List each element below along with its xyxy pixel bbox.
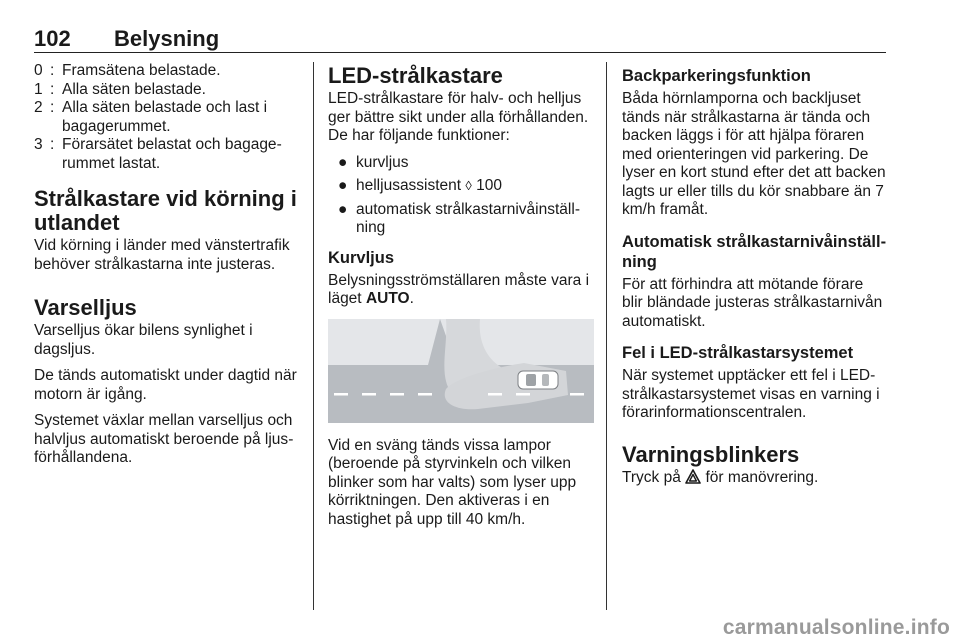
hazard-text: Tryck på för manövrering. [622,468,819,486]
feature-list [328,154,594,238]
heading-abroad: Strålkastare vid körning i utlandet [34,186,297,235]
auto-label: AUTO [365,290,410,307]
column-2 [328,62,594,537]
load-condition-list [34,62,300,173]
list-item: 1 : Alla säten belastade. [34,80,206,98]
list-item: 0 : Framsätena belastade. [34,62,221,79]
list-item: 2 : Alla säten belastade och last i bagagerummet. [34,99,268,135]
heading-curve: Kurvljus [328,248,395,267]
column-1 [34,62,300,476]
abroad-text: Vid körning i länder med vänstertrafik behöver strålkastarna inte justeras. [34,237,290,273]
cross-reference-icon: ◊ [465,178,472,193]
led-intro: LED-strålkastare för halv- och helljus ger bättre sikt under alla förhållanden. De har följande funktioner: [328,90,589,144]
fault-text: När systemet upptäcker ett fel i LED-strålkastarsystemet visas en varning i förarinformationscentralen. [622,367,880,421]
list-item: ● helljusassistent ◊ 100 [338,177,503,194]
drl-paragraph-3: Systemet växlar mellan varselljus och halvljus automatiskt beroende på ljusförhållandena. [34,412,294,466]
curve-text: Belysningsströmställaren måste vara i läget AUTO. [328,271,590,307]
cross-reference-page[interactable]: 100 [476,177,503,194]
curve-light-illustration [328,319,594,423]
list-item: ● automatisk strålkastarnivåinställning [338,200,580,236]
heading-hazard: Varningsblinkers [622,441,800,467]
running-title: Belysning [114,26,220,51]
drl-paragraph-2: De tänds automatiskt under dagtid när motorn är igång. [34,367,297,403]
watermark: carmanualsonline.info [722,616,950,639]
heading-led: LED-strålkastare [328,63,503,88]
curve-description: Vid en sväng tänds vissa lampor (beroende på styrvinkeln och vilken blinker som har valts) som lyser upp körriktningen. Den aktiveras i en hastighet på upp till 40 km/h. [328,436,577,528]
column-3 [622,62,888,495]
list-item: ● kurvljus [338,153,409,171]
page-header [34,24,886,53]
column-divider [313,62,314,610]
list-item: 3 : Förarsätet belastat och bagagerummet lastat. [34,136,282,172]
heading-reverse: Backparkeringsfunktion [622,67,811,85]
hazard-warning-icon [685,469,701,484]
auto-level-text: För att förhindra att mötande förare blir bländade justeras strålkastarnivån automatiskt. [622,275,883,330]
column-divider [606,62,607,610]
page-number: 102 [34,26,71,51]
heading-auto-level: Automatisk strålkastarnivåinställning [622,232,887,271]
reverse-text: Båda hörnlamporna och backljuset tänds när strålkastarna är tända och backen läggs i för att hjälpa föraren med orienteringen vid parkering. De lyser en kort stund efter det att backen lagts ur eller tills du kör snabbare än 7 km/h framåt. [622,90,886,218]
heading-drl: Varselljus [34,295,137,320]
drl-paragraph-1: Varselljus ökar bilens synlighet i dagsljus. [34,322,253,358]
heading-fault: Fel i LED-strålkastarsystemet [622,344,854,362]
